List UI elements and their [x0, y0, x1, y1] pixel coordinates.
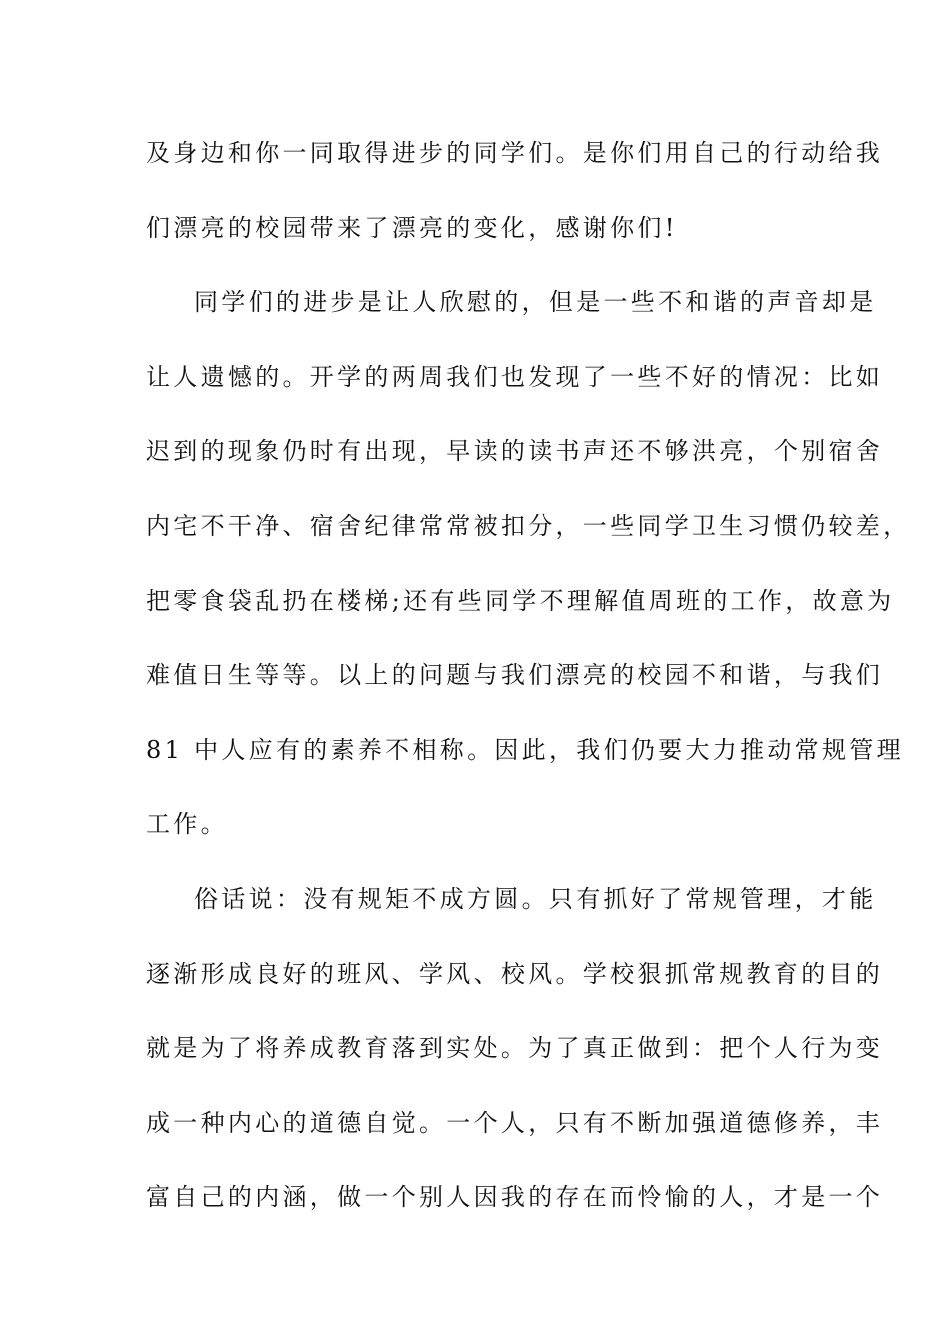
paragraph-start-line: 俗话说：没有规矩不成方圆。只有抓好了常规管理，才能	[194, 884, 877, 913]
text-line: 逐渐形成良好的班风、学风、校风。学校狠抓常规教育的目的	[146, 959, 884, 988]
paragraph-start-line: 同学们的进步是让人欣慰的，但是一些不和谐的声音却是	[194, 288, 877, 317]
text-line: 难值日生等等。以上的问题与我们漂亮的校园不和谐，与我们	[146, 661, 884, 690]
body-text	[146, 126, 911, 1245]
text-line: 内宅不干净、宿舍纪律常常被扣分，一些同学卫生习惯仍较差，	[146, 511, 911, 540]
text-line: 迟到的现象仍时有出现，早读的读书声还不够洪亮，个别宿舍	[146, 437, 884, 466]
text-line: 们漂亮的校园带来了漂亮的变化，感谢你们!	[146, 213, 678, 242]
text-line: 就是为了将养成教育落到实处。为了真正做到：把个人行为变	[146, 1034, 884, 1063]
text-line: 把零食袋乱扔在楼梯;还有些同学不理解值周班的工作，故意为	[146, 586, 895, 615]
text-line: 81 中人应有的素养不相称。因此，我们仍要大力推动常规管理	[146, 735, 904, 764]
text-line: 成一种内心的道德自觉。一个人，只有不断加强道德修养，丰	[146, 1108, 884, 1137]
text-line: 工作。	[146, 810, 228, 839]
text-line: 及身边和你一同取得进步的同学们。是你们用自己的行动给我	[146, 139, 884, 167]
text-line: 富自己的内涵，做一个别人因我的存在而怜愉的人，才是一个	[146, 1183, 884, 1212]
text-line: 让人遗憾的。开学的两周我们也发现了一些不好的情况：比如	[146, 362, 884, 391]
